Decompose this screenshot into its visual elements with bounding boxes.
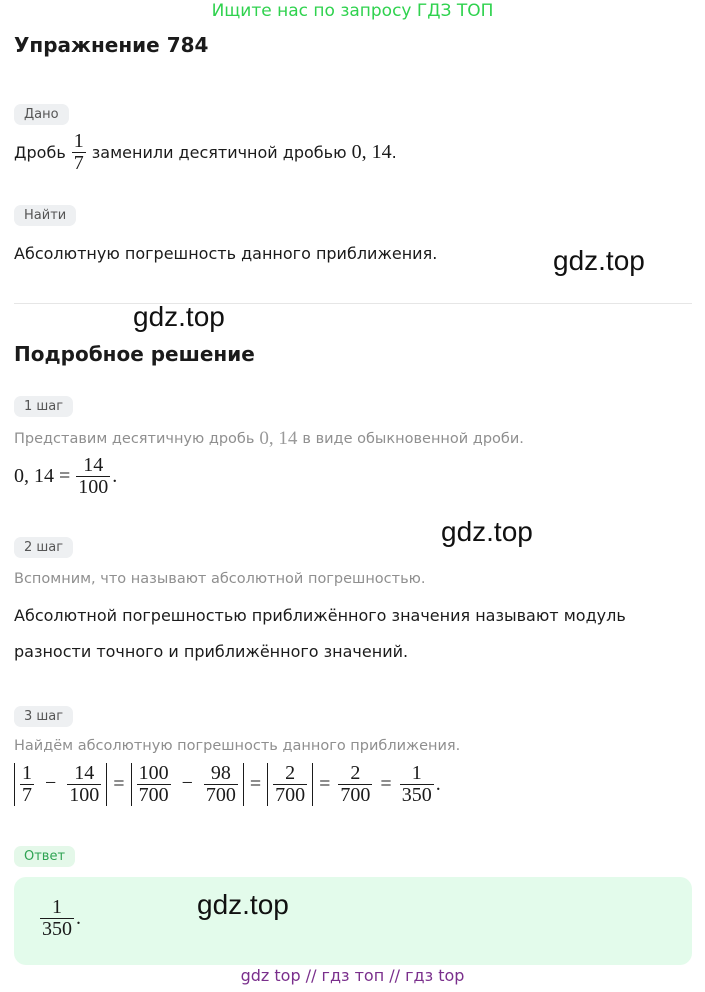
given-chip: Дано — [14, 104, 69, 125]
answer-den: 350 — [42, 918, 72, 940]
step1-fraction — [76, 455, 110, 498]
step3-eq-2: = — [249, 773, 262, 795]
given-frac-den: 7 — [73, 152, 84, 174]
step1-frac-den: 100 — [78, 476, 109, 498]
given-chip-wrap — [14, 103, 69, 125]
answer-chip: Ответ — [14, 846, 75, 867]
step3-end: . — [435, 773, 441, 795]
page-title: Упражнение 784 — [14, 33, 209, 57]
step1-eq-end: . — [112, 465, 118, 487]
step3-frac-4-den: 700 — [205, 784, 236, 806]
step3-hint: Найдём абсолютную погрешность данного приближения. — [14, 738, 461, 754]
step1-hint-before: Представим десятичную дробь — [14, 431, 255, 447]
find-text: Абсолютную погрешность данного приближения. — [14, 244, 438, 263]
step2-chip: 2 шаг — [14, 537, 73, 558]
step3-frac-6 — [338, 763, 372, 806]
step3-chip-wrap — [14, 705, 73, 727]
solution-title: Подробное решение — [14, 342, 255, 366]
watermark-1: gdz.top — [553, 245, 645, 276]
step3-frac-7 — [400, 763, 434, 806]
step3-frac-3 — [137, 763, 171, 806]
given-text-before: Дробь — [14, 143, 66, 162]
answer-box — [14, 877, 692, 965]
step3-frac-5-den: 700 — [275, 784, 306, 806]
answer-num: 1 — [52, 896, 62, 918]
given-fraction — [72, 131, 86, 174]
given-period: . — [391, 143, 397, 162]
step1-equation — [14, 455, 117, 498]
step3-frac-1-num: 1 — [22, 762, 32, 784]
given-text-middle: заменили десятичной дробью — [91, 143, 347, 162]
answer-value — [38, 897, 81, 940]
step1-hint-decimal: 0, 14 — [259, 428, 298, 449]
step3-frac-3-den: 700 — [138, 784, 169, 806]
answer-chip-wrap — [14, 845, 75, 867]
step3-eq-1: = — [113, 773, 125, 795]
step2-chip-wrap — [14, 536, 73, 558]
step3-frac-2-num: 14 — [74, 762, 95, 784]
step3-equation — [14, 763, 441, 806]
step3-eq-4: = — [380, 773, 392, 795]
step3-frac-2-den: 100 — [69, 784, 100, 806]
section-divider — [14, 303, 692, 304]
step3-abs-2 — [131, 763, 244, 806]
step3-frac-5 — [273, 763, 307, 806]
step1-chip: 1 шаг — [14, 396, 73, 417]
step3-abs-3 — [267, 763, 313, 806]
given-frac-num: 1 — [73, 130, 84, 152]
step3-frac-7-num: 1 — [411, 762, 422, 784]
find-chip-wrap — [14, 204, 76, 226]
step1-eq-left: 0, 14 = — [14, 465, 71, 487]
step3-frac-5-num: 2 — [285, 762, 296, 784]
step1-hint — [14, 428, 524, 450]
step2-hint: Вспомним, что называют абсолютной погрешностью. — [14, 571, 426, 587]
given-decimal: 0, 14 — [351, 141, 392, 163]
find-chip: Найти — [14, 205, 76, 226]
answer-fraction — [40, 897, 74, 940]
step3-frac-1-den: 7 — [22, 784, 32, 806]
step3-frac-6-num: 2 — [350, 762, 361, 784]
top-banner: Ищите нас по запросу ГДЗ ТОП — [211, 1, 494, 21]
step3-frac-2 — [67, 763, 101, 806]
step3-frac-4-num: 98 — [210, 762, 231, 784]
footer-links: gdz top // гдз топ // гдз top — [240, 966, 465, 985]
step3-eq-3: = — [319, 773, 331, 795]
step3-frac-7-den: 350 — [401, 784, 432, 806]
step2-line1: Абсолютной погрешностью приближённого значения называют модуль — [14, 606, 626, 625]
watermark-3: gdz.top — [441, 516, 533, 547]
step3-frac-1 — [20, 763, 34, 806]
step3-frac-4 — [204, 763, 238, 806]
step3-minus-1: − — [45, 772, 57, 795]
step1-frac-num: 14 — [83, 454, 104, 476]
step3-frac-6-den: 700 — [340, 784, 371, 806]
step3-minus-2: − — [181, 772, 193, 795]
step3-frac-3-num: 100 — [138, 762, 169, 784]
watermark-4: gdz.top — [197, 889, 289, 920]
watermark-2: gdz.top — [133, 301, 225, 332]
given-text — [14, 131, 397, 174]
answer-end: . — [76, 907, 81, 929]
step3-abs-1 — [14, 763, 107, 806]
step3-chip: 3 шаг — [14, 706, 73, 727]
step2-line2: разности точного и приближённого значений. — [14, 642, 409, 661]
step1-chip-wrap — [14, 395, 73, 417]
step1-hint-after: в виде обыкновенной дроби. — [302, 431, 524, 447]
